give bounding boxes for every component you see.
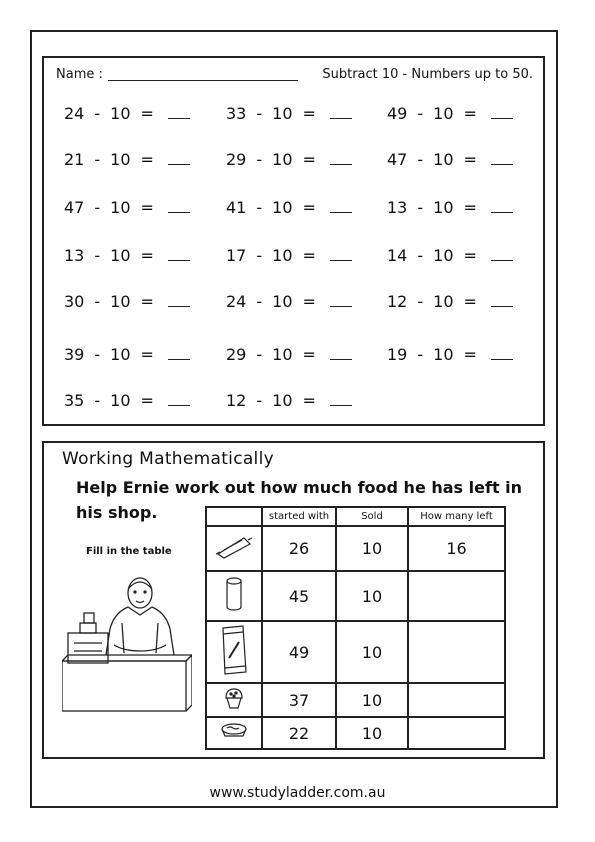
problem-minuend: 30 (64, 292, 85, 311)
problem-equals: = (140, 104, 154, 123)
problem-minuend: 29 (226, 150, 247, 169)
answer-blank[interactable] (330, 393, 352, 406)
problem-item (387, 198, 513, 217)
problem-subtrahend: 10 (110, 198, 131, 217)
problem-item (226, 246, 352, 265)
problem-equals: = (302, 391, 316, 410)
problem-equals: = (140, 292, 154, 311)
chip-packet-icon (206, 621, 262, 683)
problem-operator: - (94, 198, 101, 217)
problem-equals: = (302, 246, 316, 265)
answer-blank[interactable] (491, 294, 513, 307)
problem-item (387, 104, 513, 123)
started-cell: 45 (262, 571, 336, 621)
problem-equals: = (463, 150, 477, 169)
problem-operator: - (94, 345, 101, 364)
table-header-row (206, 507, 505, 526)
answer-blank[interactable] (491, 347, 513, 360)
answer-blank[interactable] (330, 152, 352, 165)
problem-subtrahend: 10 (110, 246, 131, 265)
problem-minuend: 39 (64, 345, 85, 364)
problem-minuend: 47 (64, 198, 85, 217)
answer-blank[interactable] (491, 152, 513, 165)
problem-item (64, 292, 190, 311)
problem-item (387, 246, 513, 265)
problem-operator: - (417, 150, 424, 169)
sold-cell: 10 (336, 571, 408, 621)
header-left: How many left (408, 507, 505, 526)
problem-item (387, 345, 513, 364)
problem-minuend: 13 (387, 198, 408, 217)
instruction-text: Help Ernie work out how much food he has left in his shop. (76, 478, 523, 522)
answer-blank[interactable] (168, 248, 190, 261)
problem-subtrahend: 10 (433, 104, 454, 123)
left-cell[interactable] (408, 571, 505, 621)
problem-equals: = (463, 345, 477, 364)
answer-blank[interactable] (168, 106, 190, 119)
problem-equals: = (463, 198, 477, 217)
left-cell[interactable]: 16 (408, 526, 505, 571)
problem-equals: = (463, 292, 477, 311)
header-sold: Sold (336, 507, 408, 526)
problem-item (226, 391, 352, 410)
problem-subtrahend: 10 (272, 246, 293, 265)
shopkeeper-illustration (62, 573, 192, 713)
problem-operator: - (256, 345, 263, 364)
problem-equals: = (140, 150, 154, 169)
problem-subtrahend: 10 (272, 345, 293, 364)
working-section (42, 441, 545, 759)
problem-item (64, 345, 190, 364)
problem-minuend: 19 (387, 345, 408, 364)
problem-equals: = (140, 198, 154, 217)
answer-blank[interactable] (168, 347, 190, 360)
answer-blank[interactable] (168, 393, 190, 406)
answer-blank[interactable] (168, 294, 190, 307)
problem-item (226, 150, 352, 169)
problem-subtrahend: 10 (433, 292, 454, 311)
problem-subtrahend: 10 (433, 345, 454, 364)
problem-item (226, 198, 352, 217)
left-cell[interactable] (408, 717, 505, 749)
problem-item (387, 150, 513, 169)
problem-minuend: 12 (387, 292, 408, 311)
section-title: Working Mathematically (62, 449, 274, 469)
table-row (206, 717, 505, 749)
problem-minuend: 49 (387, 104, 408, 123)
problem-equals: = (140, 345, 154, 364)
problem-operator: - (417, 104, 424, 123)
table-row (206, 571, 505, 621)
subtraction-section (42, 56, 545, 426)
started-cell: 37 (262, 683, 336, 717)
can-icon (206, 571, 262, 621)
problem-item (226, 104, 352, 123)
problem-item (387, 292, 513, 311)
answer-blank[interactable] (168, 152, 190, 165)
problem-subtrahend: 10 (272, 198, 293, 217)
table-row (206, 683, 505, 717)
problem-operator: - (94, 246, 101, 265)
answer-blank[interactable] (330, 200, 352, 213)
table-row (206, 526, 505, 571)
problem-equals: = (463, 104, 477, 123)
problem-subtrahend: 10 (110, 150, 131, 169)
problem-item (64, 198, 190, 217)
problem-operator: - (256, 246, 263, 265)
sold-cell: 10 (336, 526, 408, 571)
problem-minuend: 24 (64, 104, 85, 123)
problem-item (226, 292, 352, 311)
answer-blank[interactable] (330, 248, 352, 261)
problem-equals: = (302, 104, 316, 123)
table-row (206, 621, 505, 683)
problem-minuend: 13 (64, 246, 85, 265)
problem-operator: - (94, 391, 101, 410)
problem-operator: - (256, 104, 263, 123)
problem-operator: - (417, 345, 424, 364)
problem-subtrahend: 10 (433, 246, 454, 265)
problem-operator: - (256, 150, 263, 169)
problem-minuend: 12 (226, 391, 247, 410)
answer-blank[interactable] (330, 294, 352, 307)
problem-subtrahend: 10 (272, 150, 293, 169)
left-cell[interactable] (408, 621, 505, 683)
problem-operator: - (256, 391, 263, 410)
chocolate-bar-icon (206, 526, 262, 571)
problem-item (64, 150, 190, 169)
problem-subtrahend: 10 (433, 198, 454, 217)
problem-equals: = (302, 150, 316, 169)
problem-minuend: 24 (226, 292, 247, 311)
problem-operator: - (417, 246, 424, 265)
problem-subtrahend: 10 (110, 104, 131, 123)
problem-minuend: 17 (226, 246, 247, 265)
problem-operator: - (94, 150, 101, 169)
answer-blank[interactable] (491, 106, 513, 119)
pie-icon (206, 717, 262, 749)
problem-item (64, 104, 190, 123)
problem-operator: - (417, 198, 424, 217)
answer-blank[interactable] (491, 248, 513, 261)
problem-subtrahend: 10 (272, 391, 293, 410)
muffin-icon (206, 683, 262, 717)
problem-subtrahend: 10 (110, 345, 131, 364)
started-cell: 22 (262, 717, 336, 749)
answer-blank[interactable] (168, 200, 190, 213)
food-table (205, 506, 506, 750)
problem-minuend: 47 (387, 150, 408, 169)
footer-url[interactable]: www.studyladder.com.au (209, 785, 386, 801)
problem-minuend: 14 (387, 246, 408, 265)
name-line (108, 80, 298, 81)
problem-item (64, 246, 190, 265)
problem-equals: = (463, 246, 477, 265)
name-label: Name : (56, 67, 103, 82)
sold-cell: 10 (336, 683, 408, 717)
started-cell: 26 (262, 526, 336, 571)
problem-equals: = (302, 198, 316, 217)
problem-minuend: 21 (64, 150, 85, 169)
answer-blank[interactable] (491, 200, 513, 213)
problem-operator: - (417, 292, 424, 311)
problem-operator: - (94, 292, 101, 311)
problem-operator: - (94, 104, 101, 123)
problem-equals: = (140, 391, 154, 410)
problem-subtrahend: 10 (110, 292, 131, 311)
problem-subtrahend: 10 (433, 150, 454, 169)
problem-equals: = (302, 345, 316, 364)
header-started: started with (262, 507, 336, 526)
sold-cell: 10 (336, 717, 408, 749)
answer-blank[interactable] (330, 106, 352, 119)
problem-item (226, 345, 352, 364)
problem-minuend: 41 (226, 198, 247, 217)
problem-minuend: 35 (64, 391, 85, 410)
problem-operator: - (256, 198, 263, 217)
problem-minuend: 33 (226, 104, 247, 123)
answer-blank[interactable] (330, 347, 352, 360)
problem-subtrahend: 10 (272, 104, 293, 123)
problem-equals: = (140, 246, 154, 265)
fill-label: Fill in the table (86, 546, 172, 557)
problem-subtrahend: 10 (110, 391, 131, 410)
worksheet-title: Subtract 10 - Numbers up to 50. (322, 67, 533, 82)
problem-equals: = (302, 292, 316, 311)
left-cell[interactable] (408, 683, 505, 717)
sold-cell: 10 (336, 621, 408, 683)
header-item (206, 507, 262, 526)
problem-minuend: 29 (226, 345, 247, 364)
problem-operator: - (256, 292, 263, 311)
problem-item (64, 391, 190, 410)
problem-subtrahend: 10 (272, 292, 293, 311)
started-cell: 49 (262, 621, 336, 683)
